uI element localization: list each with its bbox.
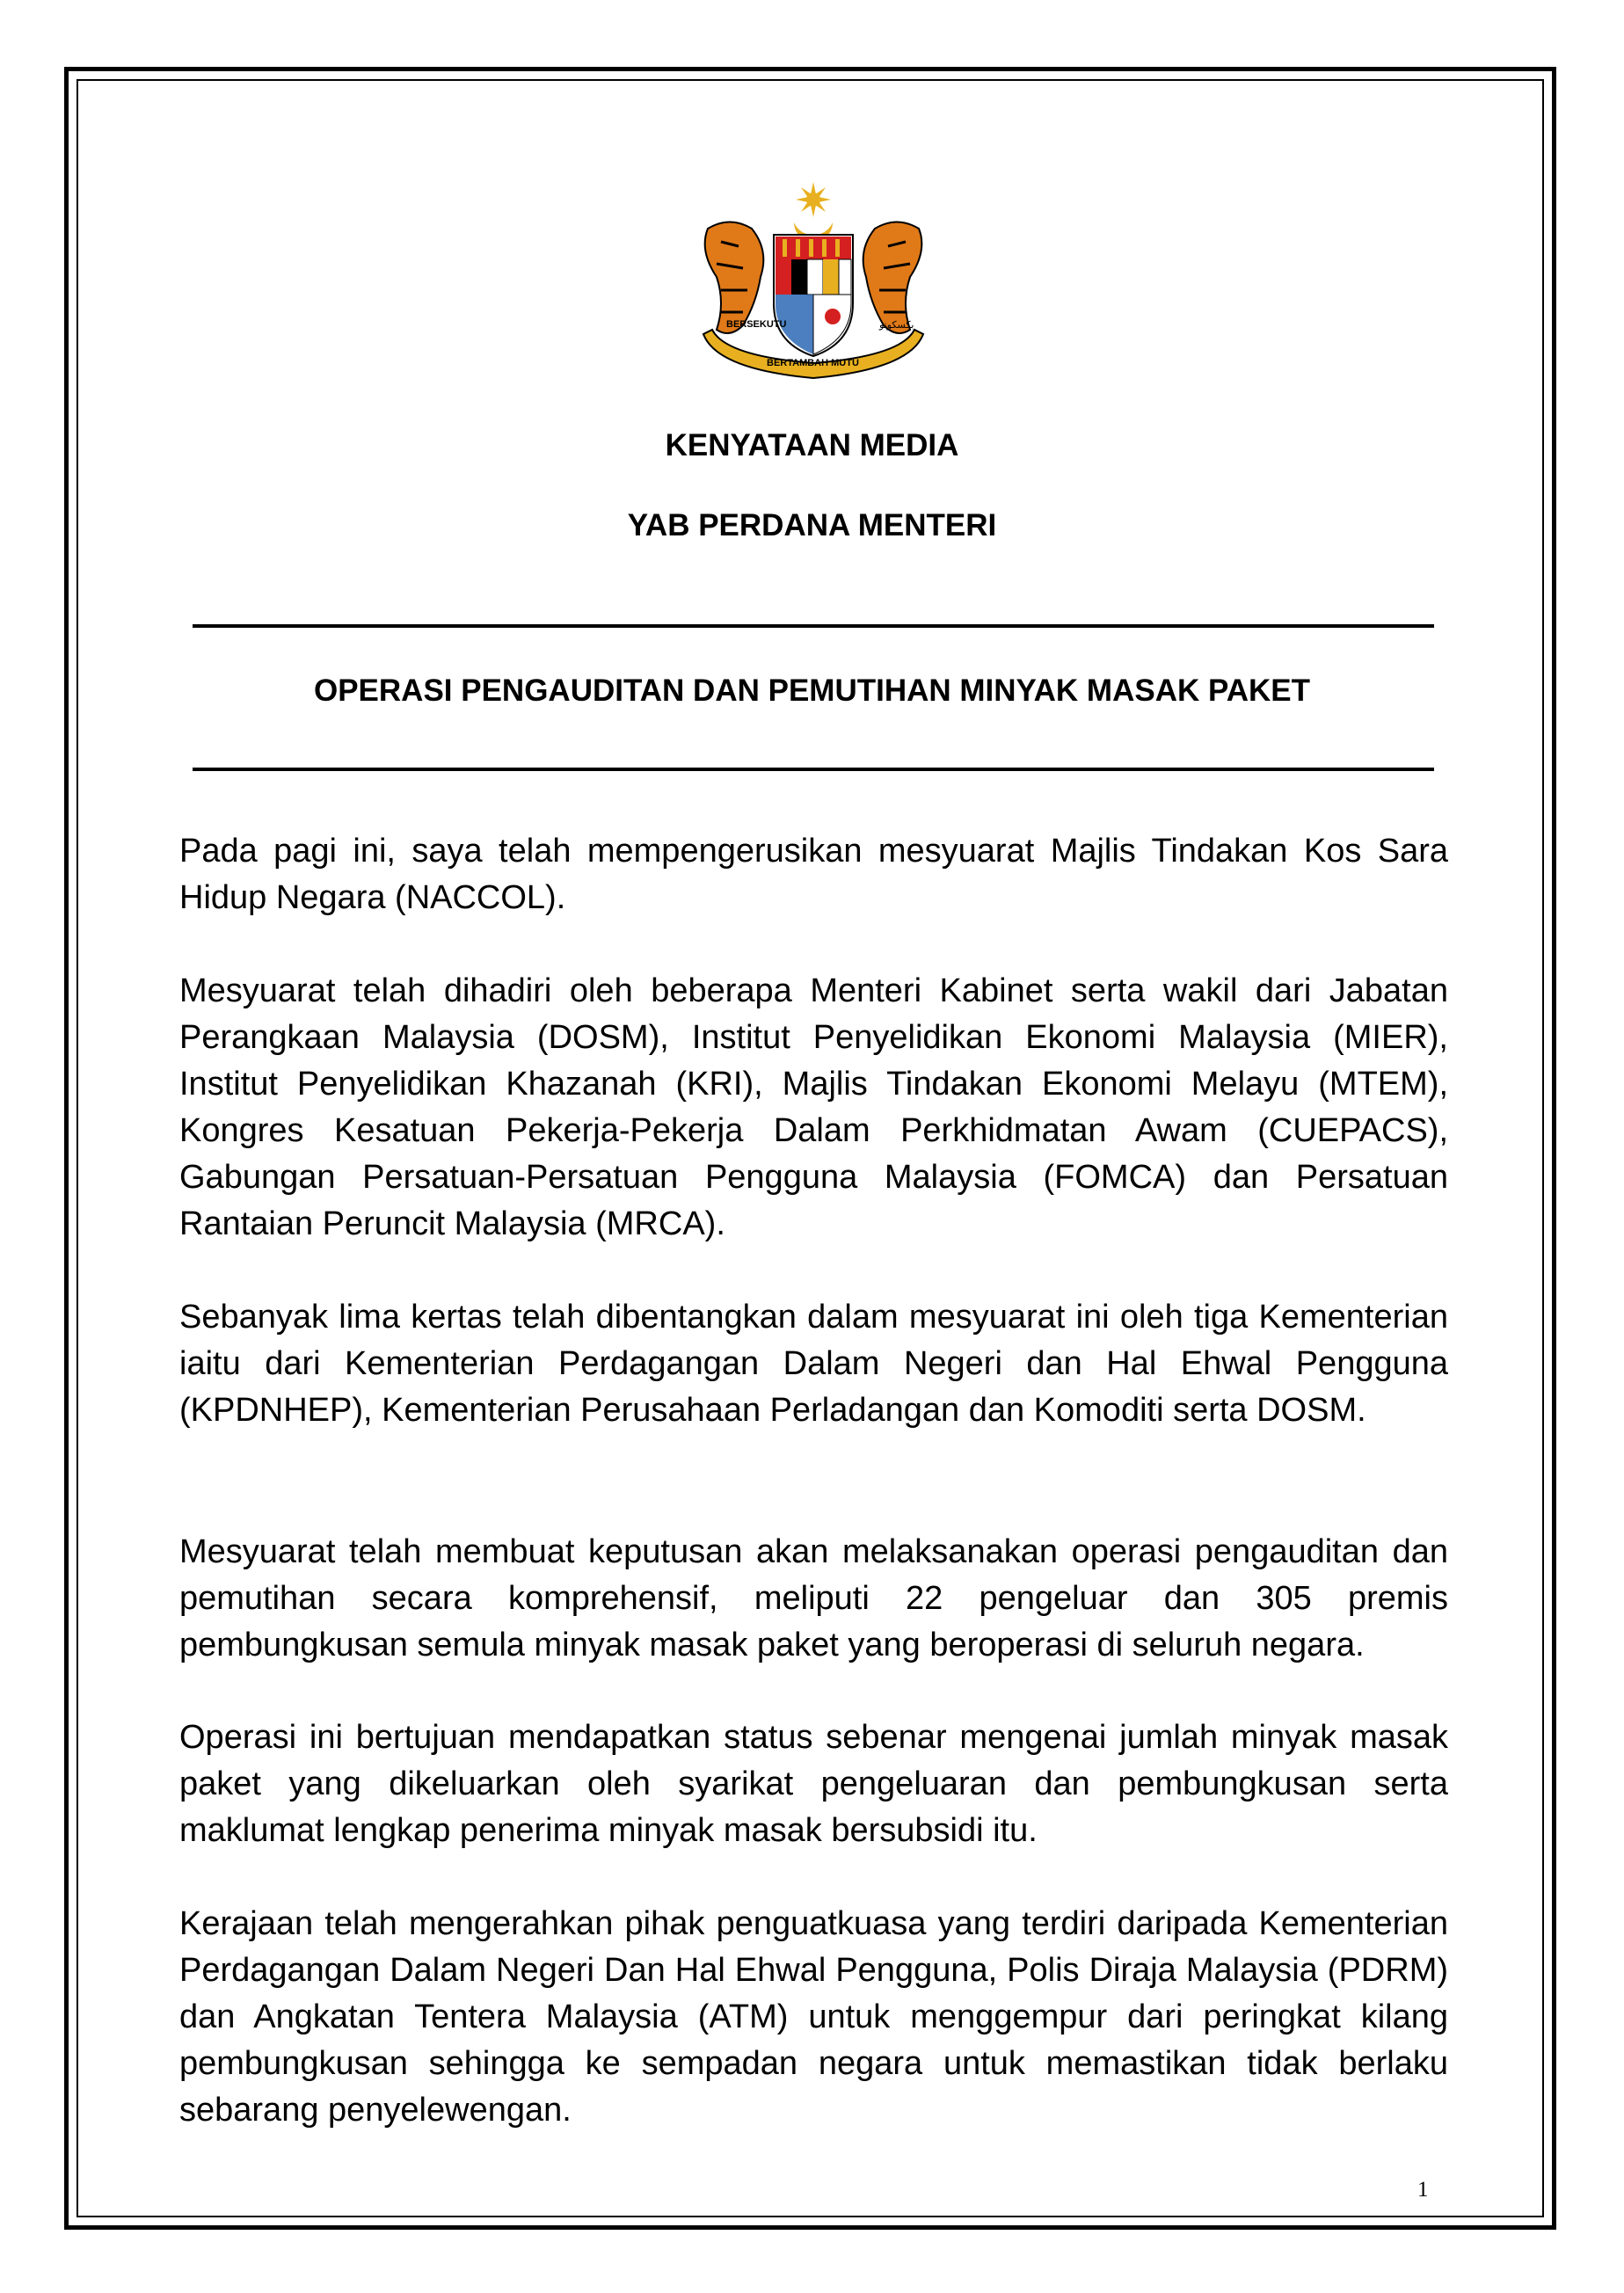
paragraph-2: Mesyuarat telah dihadiri oleh beberapa Menteri Kabinet serta wakil dari Jabatan Perangkaan Malaysia (DOSM), Institut Penyelidikan Ekonomi Malaysia (MIER), Institut Penyelidikan Khazanah (KRI), Majlis Tindakan Ekonomi Melayu (MTEM), Kongres Kesatuan Pekerja-Pekerja Dalam Perkhidmatan Awam (CUEPACS), Gabungan Persatuan-Persatuan Pengguna Malaysia (FOMCA) dan Persatuan Rantaian Peruncit Malaysia (MRCA). <box>179 972 1448 1242</box>
paragraph-4: Mesyuarat telah membuat keputusan akan melaksanakan operasi pengauditan dan pemutihan secara komprehensif, meliputi 22 pengeluar dan 305 premis pembungkusan semula minyak masak paket yang beroperasi di seluruh negara. <box>179 1533 1448 1663</box>
document-title: KENYATAAN MEDIA <box>665 428 959 462</box>
divider-top <box>193 624 1434 628</box>
coat-of-arms-icon <box>690 180 936 387</box>
paragraph-6: Kerajaan telah mengerahkan pihak penguatkuasa yang terdiri daripada Kementerian Perdagangan Dalam Negeri Dan Hal Ehwal Pengguna, Polis Diraja Malaysia (PDRM) dan Angkatan Tentera Malaysia (ATM) untuk menggempur dari peringkat kilang pembungkusan sehingga ke sempadan negara untuk memastikan tidak berlaku sebarang penyelewengan. <box>179 1905 1448 2129</box>
document-subtitle: YAB PERDANA MENTERI <box>627 508 997 542</box>
emblem-motto-bottom: BERTAMBAH MUTU <box>767 358 859 368</box>
emblem-motto-jawi: بکسکوتو <box>879 320 914 331</box>
paragraph-5: Operasi ini bertujuan mendapatkan status sebenar mengenai jumlah minyak masak paket yang dikeluarkan oleh syarikat pengeluaran dan pembungkusan serta maklumat lengkap penerima minyak masak bersubsidi itu. <box>179 1719 1448 1849</box>
divider-bottom <box>193 768 1434 771</box>
emblem-motto-left: BERSEKUTU <box>726 319 787 330</box>
page-number: 1 <box>1417 2178 1429 2202</box>
paragraph-3: Sebanyak lima kertas telah dibentangkan dalam mesyuarat ini oleh tiga Kementerian iaitu dari Kementerian Perdagangan Dalam Negeri dan Hal Ehwal Pengguna (KPDNHEP), Kementerian Perusahaan Perladangan dan Komoditi serta DOSM. <box>179 1299 1448 1429</box>
paragraph-1: Pada pagi ini, saya telah mempengerusikan mesyuarat Majlis Tindakan Kos Sara Hidup Negara (NACCOL). <box>179 833 1448 916</box>
document-topic: OPERASI PENGAUDITAN DAN PEMUTIHAN MINYAK MASAK PAKET <box>313 673 1311 708</box>
